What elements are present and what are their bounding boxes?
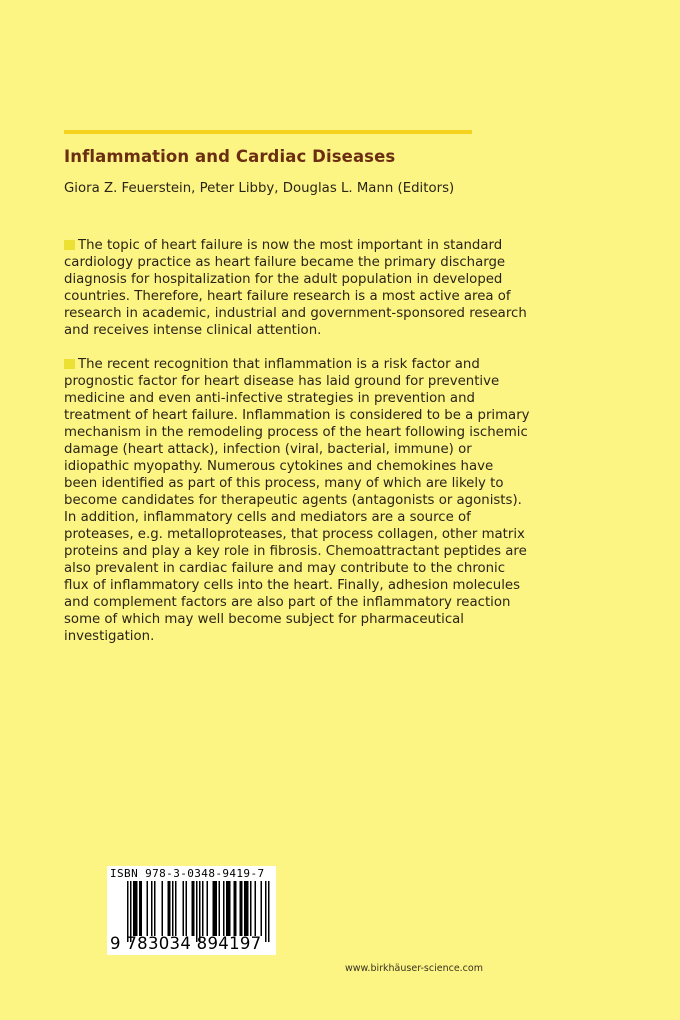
isbn-barcode (107, 866, 276, 955)
barcode-bar (268, 881, 270, 942)
barcode-bar (175, 881, 177, 936)
paragraph-line: cardiology practice as heart failure became the primary discharge (64, 255, 506, 270)
barcode-bar (196, 881, 198, 942)
paragraph-line: proteins and play a key role in fibrosis. Chemoattractant peptides are (64, 544, 527, 559)
barcode-bar (133, 881, 135, 936)
paragraph-line: medicine and even anti-infective strategies in prevention and (64, 391, 475, 406)
barcode-bar (168, 881, 170, 936)
paragraph-line: In addition, inflammatory cells and mediators are a source of (64, 510, 471, 525)
blurb-paragraph-2 (64, 356, 530, 645)
paragraph-line: diagnosis for hospitalization for the adult population in developed (64, 272, 503, 287)
paragraph-line: some of which may well become subject for pharmaceutical (64, 612, 464, 627)
ean-digits: 9 783034 894197 (110, 934, 262, 953)
barcode-bar (244, 881, 246, 936)
barcode-bar (172, 881, 174, 936)
paragraph-line: damage (heart attack), infection (viral, bacterial, immune) or (64, 442, 472, 457)
barcode-bar (141, 881, 143, 936)
paragraph-line: treatment of heart failure. Inflammation is considered to be a primary (64, 408, 530, 423)
paragraph-line: mechanism in the remodeling process of the heart following ischemic (64, 425, 528, 440)
barcode-bar (199, 881, 201, 942)
barcode-bar (186, 881, 188, 936)
barcode-bar (202, 881, 204, 936)
book-editors: Giora Z. Feuerstein, Peter Libby, Douglas L. Mann (Editors) (64, 181, 455, 196)
barcode-bar (219, 881, 221, 936)
paragraph-line: and receives intense clinical attention. (64, 323, 322, 338)
barcode-bar (247, 881, 249, 936)
barcode-bar (246, 881, 248, 936)
barcode-bar (265, 881, 267, 942)
barcode-bar (250, 881, 252, 936)
barcode-bar (151, 881, 153, 936)
barcode-bar (162, 881, 164, 936)
paragraph-line: The topic of heart failure is now the most important in standard (64, 237, 484, 254)
barcode-bar (223, 881, 225, 936)
barcode-bar (169, 881, 171, 936)
barcode-bar (192, 881, 194, 936)
paragraph-line: The recent recognition that inflammation is a risk factor and (64, 356, 484, 373)
barcode-bar (136, 881, 138, 936)
barcode-bar (234, 881, 236, 936)
barcode-bar (127, 881, 129, 942)
paragraph-line: prognostic factor for heart disease has laid ground for preventive (64, 374, 500, 389)
barcode-bar (240, 881, 242, 936)
publisher-url: www.birkhäuser-science.com (345, 963, 483, 974)
barcode-bar (255, 881, 257, 936)
barcode-bar (241, 881, 243, 936)
barcode-bar (207, 881, 209, 936)
barcode-bar (214, 881, 216, 936)
square-bullet-icon (64, 359, 75, 369)
book-title: Inflammation and Cardiac Diseases (64, 147, 396, 166)
paragraph-line: flux of inflammatory cells into the heart. Finally, adhesion molecules (64, 578, 520, 593)
paragraph-line: become candidates for therapeutic agents (antagonists or agonists). (64, 493, 522, 508)
isbn-label: ISBN 978-3-0348-9419-7 (110, 867, 265, 880)
barcode-bar (216, 881, 218, 936)
barcode-bar (226, 881, 228, 936)
paragraph-line: investigation. (64, 629, 155, 644)
paragraph-line: proteases, e.g. metalloproteases, that process collagen, other matrix (64, 527, 525, 542)
barcode-bar (261, 881, 263, 936)
barcode-bar (154, 881, 156, 936)
blurb-paragraph-1 (64, 237, 527, 339)
barcode-bar (229, 881, 231, 936)
barcode-bar (130, 881, 132, 942)
paragraph-line: idiopathic myopathy. Numerous cytokines and chemokines have (64, 459, 494, 474)
barcode-bar (193, 881, 195, 936)
barcode-bar (213, 881, 215, 936)
barcode-bar (135, 881, 137, 936)
paragraph-line: research in academic, industrial and government-sponsored research (64, 306, 527, 321)
paragraph-line: and complement factors are also part of the inflammatory reaction (64, 595, 511, 610)
paragraph-line: countries. Therefore, heart failure research is a most active area of (64, 289, 511, 304)
barcode-bar (228, 881, 230, 936)
paragraph-line: been identified as part of this process, many of which are likely to (64, 476, 504, 491)
barcode-bar (147, 881, 149, 936)
paragraph-line: also prevalent in cardiac failure and may contribute to the chronic (64, 561, 506, 576)
square-bullet-icon (64, 240, 75, 250)
barcode-bar (139, 881, 141, 936)
barcode-bar (183, 881, 185, 936)
top-rule (64, 130, 472, 134)
barcode-bar (235, 881, 237, 936)
